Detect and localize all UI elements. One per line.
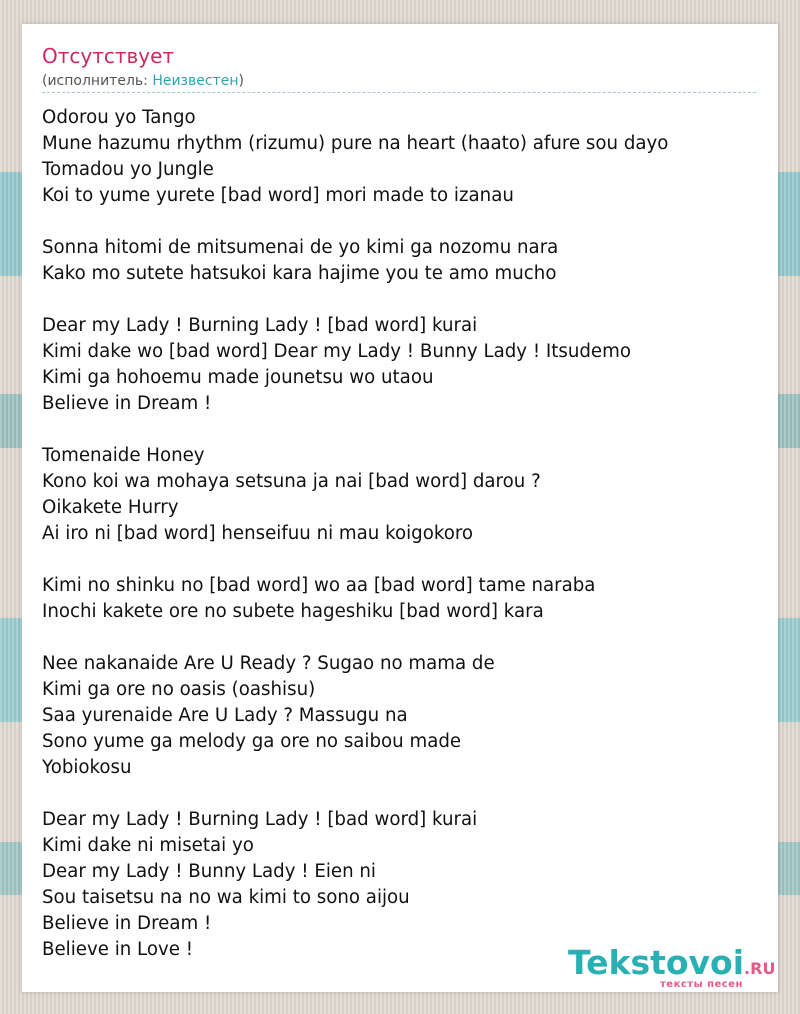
title-divider <box>42 92 756 93</box>
lyrics-line: Inochi kakete ore no subete hageshiku [bad word] kara <box>42 601 544 622</box>
lyrics-line: Kimi no shinku no [bad word] wo aa [bad word] tame naraba <box>42 575 596 596</box>
lyrics-line: Yobiokosu <box>42 757 132 778</box>
lyrics-blank-line <box>42 781 668 807</box>
lyrics-blank-line <box>42 547 668 573</box>
lyrics-blank-line <box>42 209 668 235</box>
lyrics-line: Kimi ga ore no oasis (oashisu) <box>42 679 316 700</box>
artist-line <box>42 73 244 89</box>
lyrics-text <box>42 105 668 963</box>
site-logo[interactable] <box>568 943 776 990</box>
logo-tagline: тексты песен <box>660 979 743 990</box>
lyrics-line: Kono koi wa mohaya setsuna ja nai [bad word] darou ? <box>42 471 541 492</box>
lyrics-line: Ai iro ni [bad word] henseifuu ni mau koigokoro <box>42 523 474 544</box>
lyrics-line: Kimi ga hohoemu made jounetsu wo utaou <box>42 367 434 388</box>
lyrics-line: Oikakete Hurry <box>42 497 179 518</box>
lyrics-line: Kimi dake wo [bad word] Dear my Lady ! Bunny Lady ! Itsudemo <box>42 341 631 362</box>
logo-tld: .RU <box>744 959 776 978</box>
lyrics-line: Sonna hitomi de mitsumenai de yo kimi ga nozomu nara <box>42 237 559 258</box>
artist-link[interactable]: Неизвестен <box>152 73 239 89</box>
song-title: Отсутствует <box>42 44 175 68</box>
lyrics-line: Tomadou yo Jungle <box>42 159 214 180</box>
lyrics-blank-line <box>42 625 668 651</box>
lyrics-blank-line <box>42 287 668 313</box>
lyrics-line: Sou taisetsu na no wa kimi to sono aijou <box>42 887 410 908</box>
lyrics-card <box>22 24 778 992</box>
lyrics-line: Saa yurenaide Are U Lady ? Massugu na <box>42 705 408 726</box>
lyrics-line: Believe in Love ! <box>42 939 194 960</box>
artist-suffix: ) <box>238 73 244 89</box>
lyrics-line: Tomenaide Honey <box>42 445 205 466</box>
lyrics-line: Kimi dake ni misetai yo <box>42 835 254 856</box>
lyrics-blank-line <box>42 417 668 443</box>
lyrics-line: Believe in Dream ! <box>42 913 212 934</box>
lyrics-line: Believe in Dream ! <box>42 393 212 414</box>
lyrics-line: Dear my Lady ! Bunny Lady ! Eien ni <box>42 861 376 882</box>
logo-wordmark: Tekstovoi <box>568 943 745 982</box>
lyrics-line: Odorou yo Tango <box>42 107 196 128</box>
lyrics-line: Mune hazumu rhythm (rizumu) pure na heart (haato) afure sou dayo <box>42 133 669 154</box>
lyrics-line: Dear my Lady ! Burning Lady ! [bad word] kurai <box>42 809 478 830</box>
lyrics-line: Nee nakanaide Are U Ready ? Sugao no mama de <box>42 653 495 674</box>
lyrics-line: Koi to yume yurete [bad word] mori made to izanau <box>42 185 514 206</box>
lyrics-line: Kako mo sutete hatsukoi kara hajime you te amo mucho <box>42 263 557 284</box>
lyrics-line: Dear my Lady ! Burning Lady ! [bad word] kurai <box>42 315 478 336</box>
lyrics-line: Sono yume ga melody ga ore no saibou made <box>42 731 462 752</box>
artist-prefix: (исполнитель: <box>42 73 153 89</box>
